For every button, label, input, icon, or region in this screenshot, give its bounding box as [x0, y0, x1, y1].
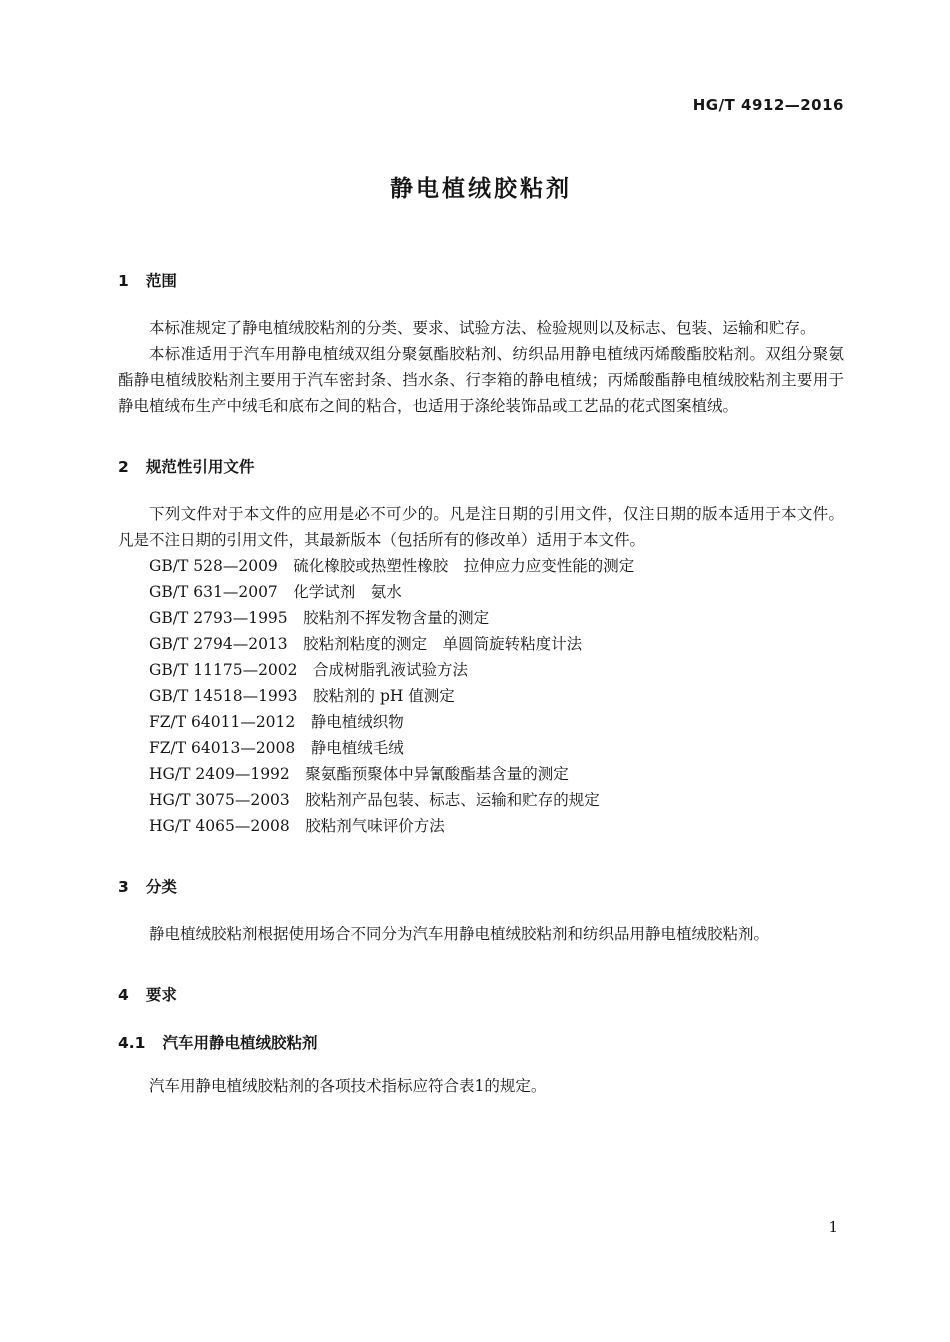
section-number: 4	[118, 986, 129, 1004]
reference-item: HG/T 3075—2003 胶粘剂产品包装、标志、运输和贮存的规定	[149, 791, 600, 809]
reference-item: GB/T 528—2009 硫化橡胶或热塑性橡胶 拉伸应力应变性能的测定	[149, 557, 635, 575]
page-number: 1	[828, 1218, 838, 1236]
section-number: 2	[118, 458, 129, 476]
document-title: 静电植绒胶粘剂	[390, 176, 572, 202]
scope-paragraph-1: 本标准规定了静电植绒胶粘剂的分类、要求、试验方法、检验规则以及标志、包装、运输和贮存。	[149, 319, 816, 337]
section-2-heading	[118, 455, 844, 477]
references-intro: 下列文件对于本文件的应用是必不可少的。凡是注日期的引用文件，仅注日期的版本适用于本文件。凡是不注日期的引用文件，其最新版本（包括所有的修改单）适用于本文件。	[118, 505, 844, 549]
section-4-1-heading	[118, 1031, 844, 1053]
reference-item: GB/T 2794—2013 胶粘剂粘度的测定 单圆筒旋转粘度计法	[149, 635, 583, 653]
section-classification	[118, 875, 844, 947]
scope-paragraph-2: 本标准适用于汽车用静电植绒双组分聚氨酯胶粘剂、纺织品用静电植绒丙烯酸酯胶粘剂。双组分聚氨酯静电植绒胶粘剂主要用于汽车密封条、挡水条、行李箱的静电植绒；丙烯酸酯静电植绒胶粘剂主要用于静电植绒布生产中绒毛和底布之间的粘合，也适用于涤纶装饰品或工艺品的花式图案植绒。	[118, 345, 844, 415]
classification-paragraph: 静电植绒胶粘剂根据使用场合不同分为汽车用静电植绒胶粘剂和纺织品用静电植绒胶粘剂。	[149, 925, 770, 943]
section-1-heading	[118, 269, 844, 291]
reference-item: HG/T 2409—1992 聚氨酯预聚体中异氰酸酯基含量的测定	[149, 765, 569, 783]
reference-item: GB/T 2793—1995 胶粘剂不挥发物含量的测定	[149, 609, 490, 627]
reference-item: GB/T 14518—1993 胶粘剂的 pH 值测定	[149, 687, 455, 705]
section-title: 分类	[145, 878, 177, 896]
reference-item: FZ/T 64013—2008 静电植绒毛绒	[149, 739, 404, 757]
section-3-heading	[118, 875, 844, 897]
standard-number: HG/T 4912—2016	[692, 96, 844, 114]
section-title: 要求	[145, 986, 177, 1004]
section-normative-references	[118, 455, 844, 839]
reference-item: HG/T 4065—2008 胶粘剂气味评价方法	[149, 817, 445, 835]
section-4-heading	[118, 983, 844, 1005]
requirements-paragraph: 汽车用静电植绒胶粘剂的各项技术指标应符合表1的规定。	[149, 1077, 547, 1095]
section-number: 1	[118, 272, 129, 290]
section-title: 规范性引用文件	[145, 458, 255, 476]
section-number: 3	[118, 878, 129, 896]
section-title: 范围	[145, 272, 177, 290]
references-list	[118, 553, 844, 839]
reference-item: GB/T 631—2007 化学试剂 氨水	[149, 583, 402, 601]
subsection-title: 汽车用静电植绒胶粘剂	[162, 1034, 318, 1052]
subsection-number: 4.1	[118, 1034, 146, 1052]
section-scope	[118, 269, 844, 419]
reference-item: FZ/T 64011—2012 静电植绒织物	[149, 713, 404, 731]
reference-item: GB/T 11175—2002 合成树脂乳液试验方法	[149, 661, 469, 679]
section-requirements	[118, 983, 844, 1099]
